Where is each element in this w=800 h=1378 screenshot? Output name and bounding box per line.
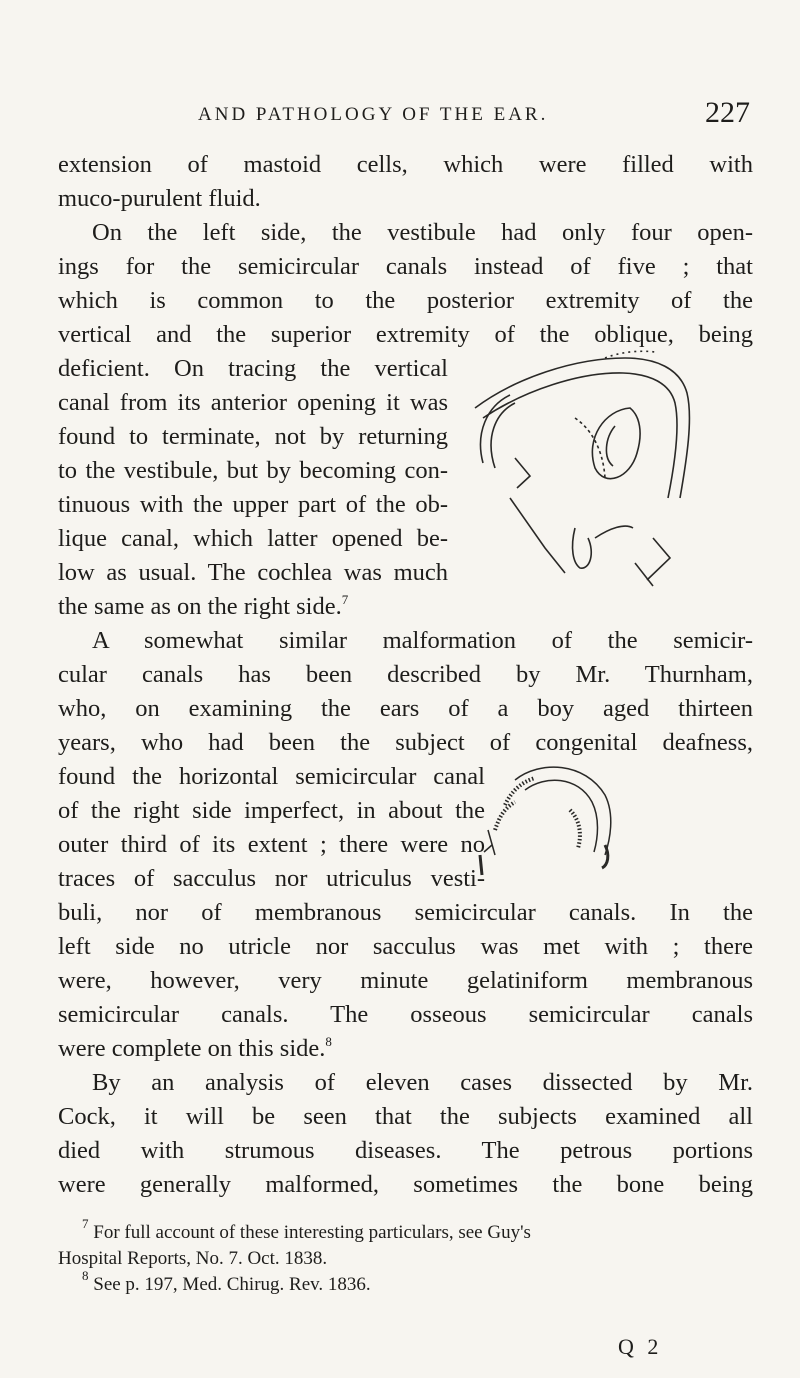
footnote-mark: 8 (82, 1268, 89, 1283)
text-line: were generally malformed, sometimes the bone being (58, 1171, 753, 1198)
footnote-text: See p. 197, Med. Chirug. Rev. 1836. (93, 1274, 371, 1295)
text-line (58, 1032, 332, 1066)
page-number: 227 (705, 96, 750, 129)
text-line: were, however, very minute gelatiniform membranous (58, 967, 753, 994)
text-line: extension of mastoid cells, which were filled with (58, 151, 753, 178)
text-line: semicircular canals. The osseous semicircular canals (58, 1001, 753, 1028)
text-line (58, 590, 348, 624)
text-line: found the horizontal semicircular canal (58, 763, 485, 790)
text-line: deficient. On tracing the vertical (58, 355, 448, 382)
semicircular-canals-diagram-icon (455, 348, 705, 588)
text-line: who, on examining the ears of a boy aged thirteen (58, 695, 753, 722)
text-line: of the right side imperfect, in about the (58, 797, 485, 824)
footnote-7-continuation: Hospital Reports, No. 7. Oct. 1838. (58, 1248, 328, 1269)
text-line: ings for the semicircular canals instead of five ; that (58, 253, 753, 280)
text-line: outer third of its extent ; there were no (58, 831, 485, 858)
text-line: to the vestibule, but by becoming con- (58, 457, 448, 484)
text-line: tinuous with the upper part of the ob- (58, 491, 448, 518)
text-fragment: were complete on this side. (58, 1035, 326, 1062)
footnote-ref: 7 (341, 592, 349, 607)
footnote-ref: 8 (325, 1034, 332, 1049)
text-line: found to terminate, not by returning (58, 423, 448, 450)
text-line: Cock, it will be seen that the subjects examined all (58, 1103, 753, 1130)
text-line: lique canal, which latter opened be- (58, 525, 448, 552)
footnote-mark: 7 (82, 1216, 89, 1231)
text-line: years, who had been the subject of congenital deafness, (58, 729, 753, 756)
text-line: A somewhat similar malformation of the semicir- (92, 627, 753, 654)
text-line: By an analysis of eleven cases dissected by Mr. (92, 1069, 753, 1096)
text-line: vertical and the superior extremity of the oblique, being (58, 321, 753, 348)
running-head: AND PATHOLOGY OF THE EAR. (198, 104, 549, 125)
text-line: which is common to the posterior extremity of the (58, 287, 753, 314)
text-line: buli, nor of membranous semicircular canals. In the (58, 899, 753, 926)
signature-mark: Q 2 (618, 1334, 663, 1359)
text-line: low as usual. The cochlea was much (58, 559, 448, 586)
text-line: died with strumous diseases. The petrous portions (58, 1137, 753, 1164)
text-line: canal from its anterior opening it was (58, 389, 448, 416)
horizontal-canal-diagram-icon (470, 760, 620, 880)
footnote-8 (82, 1268, 371, 1298)
text-line: traces of sacculus nor utriculus vesti- (58, 865, 485, 892)
text-line: On the left side, the vestibule had only four open- (92, 219, 753, 246)
footnote-7 (82, 1216, 531, 1246)
text-line: left side no utricle nor sacculus was met with ; there (58, 933, 753, 960)
footnote-text: For full account of these interesting particulars, see Guy's (93, 1222, 531, 1243)
text-fragment: the same as on the right side. (58, 593, 342, 620)
page-header (60, 96, 750, 140)
text-line: cular canals has been described by Mr. Thurnham, (58, 661, 753, 688)
text-line: muco-purulent fluid. (58, 185, 261, 212)
